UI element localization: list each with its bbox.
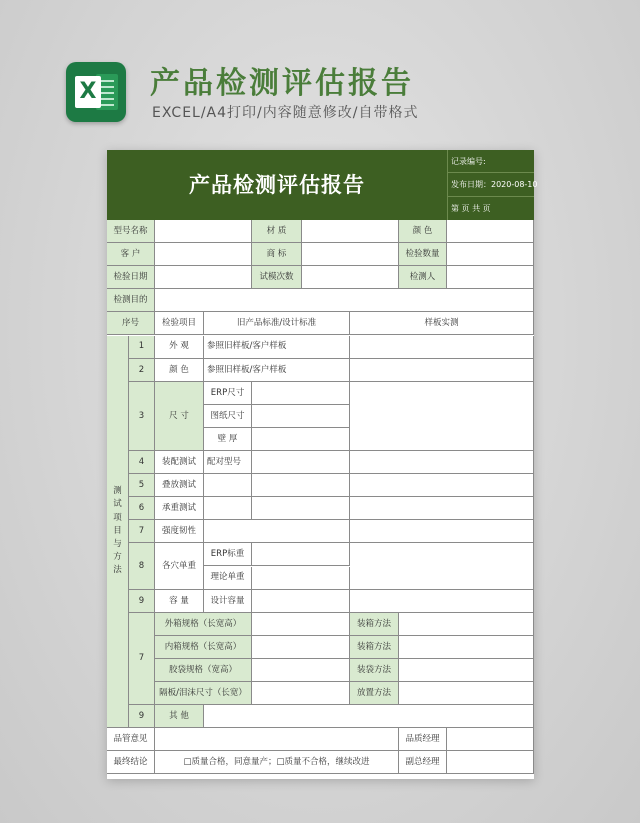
pack-inner-value[interactable] xyxy=(252,636,350,659)
no-9b-text: 9 xyxy=(138,711,145,722)
std-erp-std[interactable] xyxy=(252,543,350,566)
label-inspector xyxy=(399,266,447,289)
label-qa-opinion xyxy=(107,728,155,751)
label-date-text: 检验日期 xyxy=(113,272,148,283)
item-appearance xyxy=(155,336,204,359)
label-qa-manager xyxy=(399,728,447,751)
col-no xyxy=(107,312,155,335)
no-9 xyxy=(129,590,155,613)
item-other xyxy=(155,705,204,728)
sub-erp-size-text: ERP尺寸 xyxy=(210,387,245,398)
std-capacity[interactable] xyxy=(252,590,350,613)
no-3 xyxy=(129,382,155,451)
sub-drawing-size xyxy=(204,405,252,428)
side-label-text: 测试项目与方法 xyxy=(113,486,122,576)
pack-method-3-text: 装袋方法 xyxy=(356,664,391,675)
label-material-text: 材 质 xyxy=(266,225,287,236)
std-stack-b[interactable] xyxy=(252,474,350,497)
page-header xyxy=(0,0,640,150)
item-strength-text: 强度韧性 xyxy=(161,526,196,537)
no-6-text: 6 xyxy=(138,503,145,514)
no-7 xyxy=(129,520,155,543)
value-qa-manager[interactable] xyxy=(447,728,534,751)
label-customer-text: 客 户 xyxy=(120,249,141,260)
no-6 xyxy=(129,497,155,520)
actual-appearance[interactable] xyxy=(350,336,534,359)
pack-inner-text: 内箱规格（长宽高） xyxy=(164,641,242,652)
actual-strength[interactable] xyxy=(350,520,534,543)
item-stack xyxy=(155,474,204,497)
std-appearance xyxy=(204,336,350,359)
actual-assembly[interactable] xyxy=(350,451,534,474)
label-trials xyxy=(252,266,302,289)
no-8 xyxy=(129,543,155,589)
value-conclusion-text: □质量合格，同意量产；□质量不合格，继续改进 xyxy=(183,757,370,768)
std-appearance-text: 参照旧样板/客户样板 xyxy=(207,341,287,352)
pack-method-2-value[interactable] xyxy=(399,636,534,659)
pack-method-2-text: 装箱方法 xyxy=(356,641,391,652)
label-trials-text: 试模次数 xyxy=(259,272,294,283)
actual-color[interactable] xyxy=(350,359,534,382)
no-5 xyxy=(129,474,155,497)
page-count: 第 页 共 页 xyxy=(451,203,491,213)
item-strength xyxy=(155,520,204,543)
item-other-text: 其 他 xyxy=(169,711,189,722)
no-9-text: 9 xyxy=(138,595,145,606)
label-qty xyxy=(399,243,447,266)
sub-wall-text: 壁 厚 xyxy=(217,433,238,444)
label-brand-text: 商 标 xyxy=(266,249,287,260)
report-banner xyxy=(107,150,538,220)
label-material xyxy=(252,220,302,243)
item-color xyxy=(155,359,204,382)
value-trials[interactable] xyxy=(302,266,399,289)
excel-letter: X xyxy=(75,76,101,108)
value-conclusion xyxy=(155,751,399,774)
sub-design-capacity xyxy=(204,590,252,613)
no-7b-text: 7 xyxy=(138,653,145,664)
std-drawing-size[interactable] xyxy=(252,405,350,428)
report-meta xyxy=(447,150,538,220)
actual-size[interactable] xyxy=(350,382,534,451)
side-fill-pack[interactable] xyxy=(107,613,129,729)
pack-method-3-value[interactable] xyxy=(399,659,534,682)
label-qty-text: 检验数量 xyxy=(405,249,440,260)
pack-method-4-value[interactable] xyxy=(399,682,534,705)
sub-theory-text: 理论单重 xyxy=(210,572,245,583)
item-load-text: 承重测试 xyxy=(161,503,196,514)
label-color-text: 颜 色 xyxy=(412,225,433,236)
label-model-text: 型号名称 xyxy=(113,225,148,236)
label-model xyxy=(107,220,155,243)
pack-bag-text: 胶袋规格（宽高） xyxy=(168,664,237,675)
actual-stack[interactable] xyxy=(350,474,534,497)
pack-outer-value[interactable] xyxy=(252,613,350,636)
pack-method-4 xyxy=(350,682,399,705)
label-purpose xyxy=(107,289,155,312)
std-color xyxy=(204,359,350,382)
pack-outer-text: 外箱规格（长宽高） xyxy=(164,618,242,629)
pack-method-4-text: 放置方法 xyxy=(356,687,391,698)
col-actual xyxy=(350,312,534,335)
label-customer xyxy=(107,243,155,266)
std-strength[interactable] xyxy=(204,520,350,543)
item-size-text: 尺 寸 xyxy=(169,410,189,421)
label-qa-manager-text: 品质经理 xyxy=(405,734,440,745)
no-9b xyxy=(129,705,155,728)
std-color-text: 参照旧样板/客户样板 xyxy=(207,364,287,375)
page-subtitle: EXCEL/A4打印/内容随意修改/自带格式 xyxy=(152,105,419,121)
no-2-text: 2 xyxy=(138,364,145,375)
pack-outer xyxy=(155,613,252,636)
col-no-text: 序号 xyxy=(121,318,139,329)
sub-drawing-size-text: 图纸尺寸 xyxy=(210,410,245,421)
sub-erp-std xyxy=(204,543,252,566)
std-wall[interactable] xyxy=(252,428,350,451)
sub-erp-size xyxy=(204,382,252,405)
value-inspector[interactable] xyxy=(447,266,534,289)
actual-unit-weight[interactable] xyxy=(350,543,534,589)
publish-date: 发布日期：2020-08-10 xyxy=(448,173,534,196)
pack-divider-text: 隔板/泪沫尺寸（长宽） xyxy=(159,687,247,698)
std-load-b[interactable] xyxy=(252,497,350,520)
no-7-text: 7 xyxy=(138,526,145,537)
value-other[interactable] xyxy=(204,705,534,728)
no-4 xyxy=(129,451,155,474)
label-qa-opinion-text: 品管意见 xyxy=(113,734,148,745)
pack-method-2 xyxy=(350,636,399,659)
report-sheet xyxy=(107,150,538,779)
value-qa-opinion[interactable] xyxy=(155,728,399,751)
std-assembly-value[interactable] xyxy=(252,451,350,474)
col-actual-text: 样板实测 xyxy=(424,318,459,329)
std-assembly-text: 配对型号 xyxy=(207,456,242,467)
item-assembly xyxy=(155,451,204,474)
sub-wall xyxy=(204,428,252,451)
pack-method-3 xyxy=(350,659,399,682)
sub-theory xyxy=(204,567,252,590)
item-capacity-text: 容 量 xyxy=(169,595,189,606)
no-2 xyxy=(129,359,155,382)
pack-inner xyxy=(155,636,252,659)
value-purpose[interactable] xyxy=(155,289,534,312)
page-title: 产品检测评估报告 xyxy=(150,66,414,101)
actual-capacity[interactable] xyxy=(350,590,534,613)
value-deputy[interactable] xyxy=(447,751,534,774)
item-color-text: 颜 色 xyxy=(169,364,189,375)
pack-method-1-text: 装箱方法 xyxy=(356,618,391,629)
actual-load[interactable] xyxy=(350,497,534,520)
item-unit-weight-text: 各穴单重 xyxy=(161,560,196,571)
excel-app-icon xyxy=(66,62,126,122)
pack-bag-value[interactable] xyxy=(252,659,350,682)
sub-design-capacity-text: 设计容量 xyxy=(210,595,245,606)
no-1 xyxy=(129,336,155,359)
item-capacity xyxy=(155,590,204,613)
std-stack-a[interactable] xyxy=(204,474,252,497)
no-8-text: 8 xyxy=(138,560,145,571)
value-brand[interactable] xyxy=(302,243,399,266)
no-1-text: 1 xyxy=(138,341,145,352)
no-7b xyxy=(129,613,155,705)
no-4-text: 4 xyxy=(138,456,145,467)
no-5-text: 5 xyxy=(138,480,145,491)
label-conclusion-text: 最终结论 xyxy=(113,757,148,768)
std-erp-size[interactable] xyxy=(252,382,350,405)
label-date xyxy=(107,266,155,289)
no-3-text: 3 xyxy=(138,410,145,421)
label-deputy-text: 副总经理 xyxy=(405,757,440,768)
std-assembly xyxy=(204,451,252,474)
sub-erp-std-text: ERP标重 xyxy=(210,549,245,560)
pack-bag xyxy=(155,659,252,682)
col-item-text: 检验项目 xyxy=(161,318,196,329)
col-standard xyxy=(204,312,350,335)
value-customer[interactable] xyxy=(155,243,252,266)
value-qty[interactable] xyxy=(447,243,534,266)
item-load xyxy=(155,497,204,520)
item-assembly-text: 装配测试 xyxy=(161,456,196,467)
value-material[interactable] xyxy=(302,220,399,243)
std-load-a[interactable] xyxy=(204,497,252,520)
label-deputy xyxy=(399,751,447,774)
item-size xyxy=(155,382,204,451)
col-item xyxy=(155,312,204,335)
label-color xyxy=(399,220,447,243)
value-date[interactable] xyxy=(155,266,252,289)
pack-divider xyxy=(155,682,252,705)
label-purpose-text: 检测目的 xyxy=(113,295,148,306)
label-conclusion xyxy=(107,751,155,774)
report-title: 产品检测评估报告 xyxy=(189,173,365,197)
record-number: 记录编号: xyxy=(448,150,534,173)
pack-method-1-value[interactable] xyxy=(399,613,534,636)
item-unit-weight xyxy=(155,543,204,589)
value-color[interactable] xyxy=(447,220,534,243)
item-stack-text: 叠放测试 xyxy=(161,480,196,491)
item-appearance-text: 外 观 xyxy=(169,341,189,352)
label-brand xyxy=(252,243,302,266)
pack-method-1 xyxy=(350,613,399,636)
value-model[interactable] xyxy=(155,220,252,243)
col-standard-text: 旧产品标准/设计标准 xyxy=(236,318,317,329)
label-inspector-text: 检测人 xyxy=(409,272,436,283)
pack-divider-value[interactable] xyxy=(252,682,350,705)
std-theory[interactable] xyxy=(252,567,350,590)
